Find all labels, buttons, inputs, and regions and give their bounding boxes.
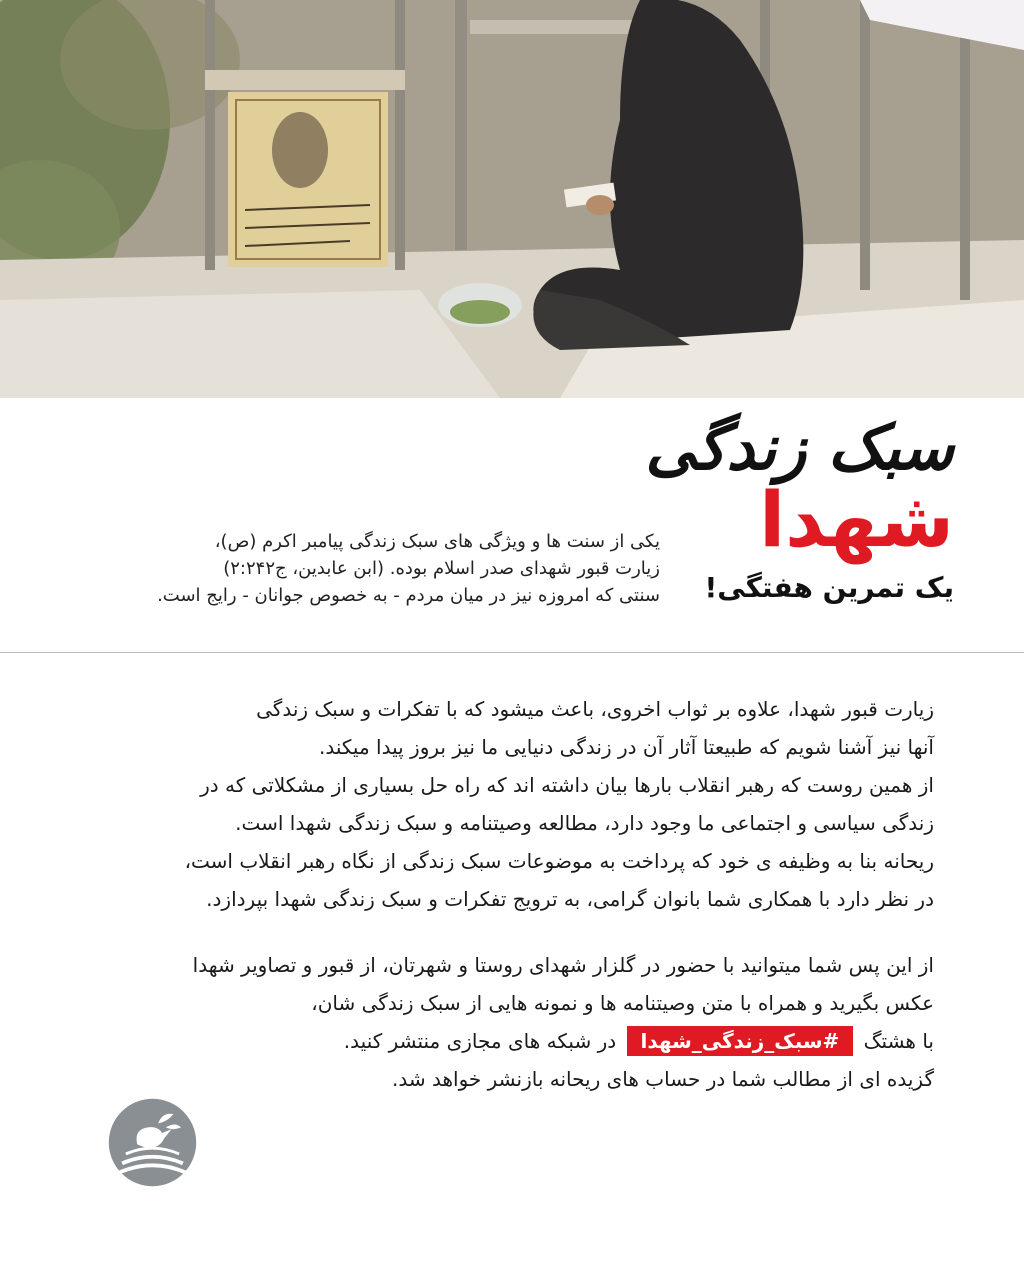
- body-line: عکس بگیرید و همراه با متن وصیتنامه ها و نمونه هایی از سبک زندگی شان،: [311, 991, 934, 1015]
- cemetery-photo: [0, 0, 1024, 398]
- body-text: [94, 690, 934, 1098]
- title-lifestyle: سبک زندگی: [645, 411, 954, 484]
- hashtag-prefix: با هشتگ: [863, 1029, 934, 1053]
- title-block: [645, 408, 954, 618]
- hashtag-line: [94, 1022, 934, 1060]
- intro-paragraph: [100, 528, 660, 609]
- body-line: در نظر دارد با همکاری شما بانوان گرامی، به ترویج تفکرات و سبک زندگی شهدا بپردازد.: [206, 887, 934, 911]
- body-line: زندگی سیاسی و اجتماعی ما وجود دارد، مطالعه وصیتنامه و سبک زندگی شهدا است.: [235, 811, 934, 835]
- bird-hills-logo-icon: [105, 1095, 200, 1190]
- paragraph-gap: [94, 918, 934, 946]
- intro-line: یکی از سنت ها و ویژگی های سبک زندگی پیامبر اکرم (ص)،: [214, 531, 660, 552]
- body-line: زیارت قبور شهدا، علاوه بر ثواب اخروی، باعث میشود که با تفکرات و سبک زندگی: [256, 697, 934, 721]
- body-line: از همین روست که رهبر انقلاب بارها بیان داشته اند که راه حل بسیاری از مشکلاتی که در: [200, 773, 934, 797]
- header-photo: [0, 0, 1024, 398]
- intro-line: زیارت قبور شهدای صدر اسلام بوده. (ابن عابدین، ج۲:۲۴۲): [223, 558, 660, 579]
- hashtag-suffix: در شبکه های مجازی منتشر کنید.: [343, 1029, 617, 1053]
- body-line: آنها نیز آشنا شویم که طبیعتا آثار آن در زندگی دنیایی ما نیز بروز پیدا میکند.: [319, 735, 934, 759]
- hashtag-badge[interactable]: #سبک_زندگی_شهدا: [627, 1026, 854, 1056]
- title-weekly-exercise: یک تمرین هفتگی!: [704, 571, 954, 604]
- body-line: گزیده ای از مطالب شما در حساب های ریحانه بازنشر خواهد شد.: [392, 1067, 934, 1091]
- body-line: ریحانه بنا به وظیفه ی خود که پرداخت به موضوعات سبک زندگی از نگاه رهبر انقلاب است،: [184, 849, 934, 873]
- body-line: از این پس شما میتوانید با حضور در گلزار شهدای روستا و شهرتان، از قبور و تصاویر شهدا: [192, 953, 934, 977]
- title-martyrs: شهدا: [759, 475, 954, 564]
- section-divider: [0, 652, 1024, 653]
- intro-line: سنتی که امروزه نیز در میان مردم - به خصوص جوانان - رایج است.: [157, 585, 660, 606]
